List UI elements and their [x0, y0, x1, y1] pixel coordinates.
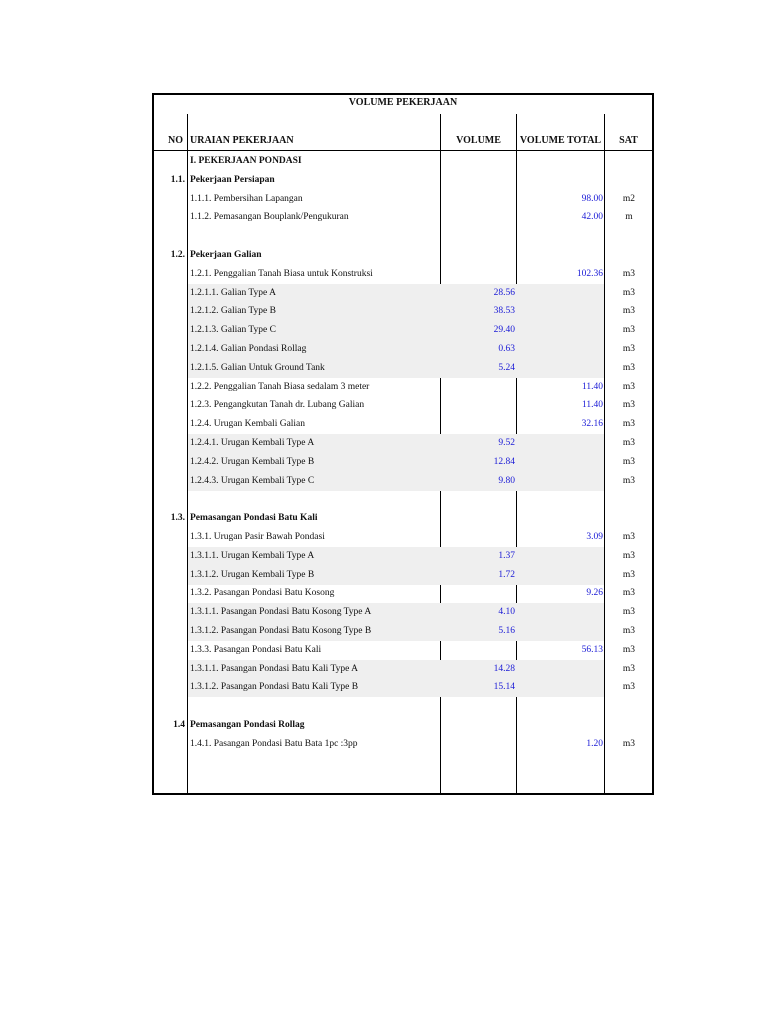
row-number: [154, 472, 185, 491]
row-volume-total: [517, 509, 603, 528]
row-volume-total: [517, 678, 603, 697]
row-volume: [441, 227, 515, 246]
row-number: [154, 641, 185, 660]
table-row: [154, 265, 652, 284]
row-description: 1.2.1.5. Galian Untuk Ground Tank: [190, 362, 325, 373]
row-number: [154, 490, 185, 509]
row-unit: m3: [622, 682, 636, 693]
header-volume: VOLUME: [456, 135, 501, 146]
row-description: 1.3.1.2. Urugan Kembali Type B: [190, 569, 315, 580]
row-volume: 9.80: [498, 475, 515, 486]
row-volume: [441, 735, 515, 754]
row-number: 1.3.: [170, 513, 185, 524]
row-volume: 9.52: [498, 438, 515, 448]
row-unit: m3: [622, 550, 636, 561]
row-number: [154, 697, 185, 716]
row-volume-total: [517, 660, 603, 679]
row-volume-total: [517, 434, 603, 453]
row-unit: m3: [622, 532, 636, 542]
row-volume-total: [517, 490, 603, 509]
row-volume: [441, 265, 515, 284]
table-row: [154, 528, 652, 547]
row-volume-total: 11.40: [581, 381, 603, 392]
header-divider: [440, 114, 441, 132]
row-unit: [606, 246, 652, 265]
row-description: Pemasangan Pondasi Rollag: [190, 720, 305, 730]
row-unit: m3: [622, 400, 636, 411]
row-description: 1.2.1.4. Galian Pondasi Rollag: [190, 344, 307, 354]
table-row: [154, 171, 652, 190]
table-row: [154, 697, 652, 716]
table-row: [154, 321, 652, 340]
row-number: [154, 735, 185, 754]
table-row: [154, 566, 652, 585]
row-number: [154, 603, 185, 622]
row-volume: [441, 697, 515, 716]
row-unit: m3: [622, 268, 636, 279]
row-unit: [606, 509, 652, 528]
row-volume-total: 102.36: [576, 268, 603, 279]
header-divider: [187, 114, 188, 132]
table-row: [154, 152, 652, 171]
row-volume-total: [517, 622, 603, 641]
row-description: 1.3.1.2. Pasangan Pondasi Batu Kosong Type B: [190, 626, 372, 636]
row-number: [154, 566, 185, 585]
row-volume-total: [517, 246, 603, 265]
table-row: [154, 509, 652, 528]
row-unit: m3: [622, 419, 636, 430]
row-unit: m3: [622, 344, 636, 354]
row-description: Pekerjaan Galian: [190, 250, 262, 260]
row-volume: 12.84: [493, 456, 515, 467]
row-volume: [441, 378, 515, 397]
table-row: [154, 415, 652, 434]
row-description: 1.2.2. Penggalian Tanah Biasa sedalam 3 meter: [190, 381, 370, 392]
row-volume: [441, 490, 515, 509]
row-unit: m3: [622, 626, 636, 636]
row-description: 1.2.4.1. Urugan Kembali Type A: [190, 438, 315, 448]
table-row: [154, 584, 652, 603]
row-volume-total: 1.20: [586, 738, 603, 749]
row-volume-total: [517, 453, 603, 472]
row-number: [154, 547, 185, 566]
table-row: [154, 340, 652, 359]
row-volume: 5.16: [498, 626, 515, 636]
table-row: [154, 227, 652, 246]
row-number: [154, 378, 185, 397]
header-divider: [604, 114, 605, 132]
table-row: [154, 678, 652, 697]
row-unit: m2: [622, 193, 636, 204]
row-number: [154, 396, 185, 415]
row-volume: [441, 208, 515, 227]
table-row: [154, 190, 652, 209]
row-volume-total: [517, 547, 603, 566]
row-description: I. PEKERJAAN PONDASI: [190, 156, 302, 166]
row-volume-total: 32.16: [581, 419, 603, 430]
row-unit: [606, 716, 652, 735]
row-number: [154, 359, 185, 378]
table-row: [154, 208, 652, 227]
row-description: 1.3.1.2. Pasangan Pondasi Batu Kali Type B: [190, 682, 359, 693]
row-description: [190, 227, 440, 246]
row-unit: m3: [622, 607, 636, 618]
table-row: [154, 246, 652, 265]
row-description: [190, 697, 440, 716]
row-description: 1.3.3. Pasangan Pondasi Batu Kali: [190, 644, 322, 655]
row-description: 1.2.3. Pengangkutan Tanah dr. Lubang Galian: [190, 400, 365, 411]
row-number: [154, 622, 185, 641]
row-number: [154, 415, 185, 434]
table-row: [154, 603, 652, 622]
table-row: [154, 434, 652, 453]
row-unit: [606, 171, 652, 190]
row-unit: m3: [622, 306, 636, 317]
table-row: [154, 472, 652, 491]
table-row: [154, 302, 652, 321]
row-volume-total: [517, 152, 603, 171]
row-number: [154, 265, 185, 284]
row-unit: m3: [622, 456, 636, 467]
row-volume-total: [517, 340, 603, 359]
row-number: [154, 227, 185, 246]
row-description: 1.2.1. Penggalian Tanah Biasa untuk Konstruksi: [190, 268, 373, 279]
table-row: [154, 359, 652, 378]
row-unit: m3: [622, 381, 636, 392]
row-number: [154, 528, 185, 547]
row-number: [154, 660, 185, 679]
row-number: [154, 584, 185, 603]
row-unit: m: [625, 212, 633, 223]
row-volume: [441, 415, 515, 434]
row-volume: [441, 584, 515, 603]
row-description: 1.2.4.2. Urugan Kembali Type B: [190, 456, 315, 467]
row-unit: m3: [622, 663, 636, 674]
row-volume-total: [517, 472, 603, 491]
row-volume: 4.10: [498, 607, 515, 618]
row-unit: m3: [622, 287, 636, 298]
row-unit: m3: [622, 362, 636, 373]
table-row: [154, 284, 652, 303]
row-unit: m3: [622, 644, 636, 655]
row-volume: 5.24: [498, 362, 515, 373]
row-volume-total: [517, 603, 603, 622]
row-volume: [441, 509, 515, 528]
row-unit: m3: [622, 325, 636, 336]
header-no: NO: [168, 135, 183, 146]
row-volume: [441, 528, 515, 547]
row-volume: 0.63: [498, 344, 515, 354]
row-volume-total: 9.26: [586, 588, 603, 599]
row-volume: [441, 190, 515, 209]
row-unit: m3: [622, 438, 636, 448]
row-volume-total: [517, 566, 603, 585]
row-number: [154, 208, 185, 227]
table-row: [154, 641, 652, 660]
row-unit: [606, 490, 652, 509]
row-description: Pekerjaan Persiapan: [190, 174, 275, 185]
row-volume: [441, 396, 515, 415]
row-volume-total: 11.40: [581, 400, 603, 411]
row-number: [154, 284, 185, 303]
header-sat: SAT: [619, 135, 638, 146]
row-number: [154, 190, 185, 209]
row-unit: [606, 227, 652, 246]
row-volume-total: [517, 716, 603, 735]
row-volume-total: [517, 284, 603, 303]
row-unit: m3: [622, 475, 636, 486]
row-number: [154, 340, 185, 359]
row-volume-total: 56.13: [581, 644, 603, 655]
row-description: 1.3.1.1. Pasangan Pondasi Batu Kali Type A: [190, 663, 359, 674]
row-description: 1.2.1.1. Galian Type A: [190, 287, 276, 298]
row-number: [154, 321, 185, 340]
row-number: [154, 453, 185, 472]
row-volume-total: [517, 321, 603, 340]
row-description: 1.4.1. Pasangan Pondasi Batu Bata 1pc :3pp: [190, 738, 358, 749]
table-row: [154, 735, 652, 754]
row-volume-total: 3.09: [586, 532, 603, 542]
row-unit: m3: [622, 569, 636, 580]
row-description: Pemasangan Pondasi Batu Kali: [190, 513, 318, 524]
row-number: 1.2.: [170, 250, 185, 260]
volume-table: [152, 93, 654, 795]
row-volume-total: [517, 359, 603, 378]
row-volume: [441, 152, 515, 171]
row-volume: 15.14: [493, 682, 515, 693]
row-unit: [606, 152, 652, 171]
row-volume: 1.37: [498, 550, 515, 561]
table-row: [154, 716, 652, 735]
header-rule: [154, 150, 652, 151]
row-volume: 1.72: [498, 569, 515, 580]
row-description: 1.3.2. Pasangan Pondasi Batu Kosong: [190, 588, 335, 599]
row-description: 1.2.1.3. Galian Type C: [190, 325, 276, 336]
row-volume: [441, 171, 515, 190]
row-volume: 38.53: [493, 306, 515, 317]
row-volume: 14.28: [493, 663, 515, 674]
row-number: 1.4: [173, 720, 185, 730]
table-row: [154, 396, 652, 415]
row-volume: 29.40: [493, 325, 515, 336]
row-volume: [441, 246, 515, 265]
header-volume-total: VOLUME TOTAL: [519, 135, 602, 146]
row-description: 1.2.1.2. Galian Type B: [190, 306, 276, 317]
row-volume-total: 98.00: [581, 193, 603, 204]
row-description: 1.2.4. Urugan Kembali Galian: [190, 419, 306, 430]
row-number: [154, 302, 185, 321]
table-row: [154, 660, 652, 679]
table-row: [154, 378, 652, 397]
header-uraian: URAIAN PEKERJAAN: [190, 135, 294, 146]
row-number: 1.1.: [170, 174, 185, 185]
row-volume: [441, 716, 515, 735]
row-description: [190, 490, 440, 509]
row-description: 1.1.1. Pembersihan Lapangan: [190, 193, 303, 204]
table-row: [154, 547, 652, 566]
row-description: 1.3.1.1. Urugan Kembali Type A: [190, 550, 315, 561]
row-volume-total: [517, 171, 603, 190]
row-description: 1.2.4.3. Urugan Kembali Type C: [190, 475, 315, 486]
header-divider: [516, 114, 517, 132]
table-title: VOLUME PEKERJAAN: [348, 97, 458, 108]
row-volume-total: [517, 302, 603, 321]
row-volume-total: [517, 697, 603, 716]
row-volume: 28.56: [493, 287, 515, 298]
row-volume-total: 42.00: [581, 212, 603, 223]
row-number: [154, 152, 185, 171]
row-unit: [606, 697, 652, 716]
row-unit: m3: [622, 588, 636, 599]
row-number: [154, 434, 185, 453]
row-description: 1.3.1.1. Pasangan Pondasi Batu Kosong Type A: [190, 607, 372, 618]
row-number: [154, 678, 185, 697]
row-volume-total: [517, 227, 603, 246]
row-unit: m3: [622, 738, 636, 749]
table-row: [154, 453, 652, 472]
row-description: 1.1.2. Pemasangan Bouplank/Pengukuran: [190, 212, 349, 223]
row-volume: [441, 641, 515, 660]
table-row: [154, 490, 652, 509]
row-description: 1.3.1. Urugan Pasir Bawah Pondasi: [190, 532, 325, 542]
table-row: [154, 622, 652, 641]
